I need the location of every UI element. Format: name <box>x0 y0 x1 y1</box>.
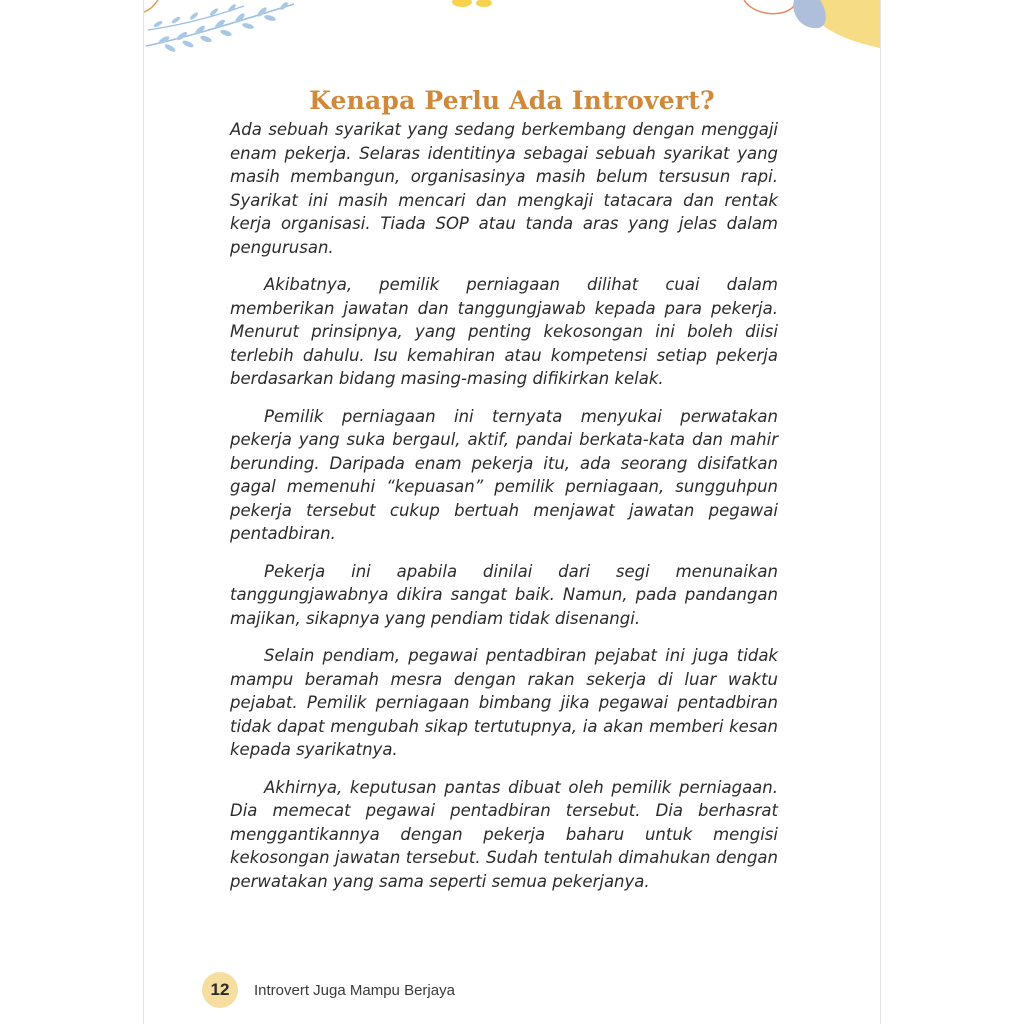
paragraph: Ada sebuah syarikat yang sedang berkembang dengan menggaji enam pekerja. Selaras identitinya sebagai sebuah syarikat yang masih membangun, organisasinya masih belum tersusun rapi. Syarikat ini masih mencari dan mengkaji tatacara dan rentak kerja organisasi. Tiada SOP atau tanda aras yang jelas dalam pengurusan. <box>230 120 778 257</box>
chapter-body <box>230 118 778 907</box>
paragraph: Akibatnya, pemilik perniagaan dilihat cuai dalam memberikan jawatan dan tanggungjawab kepada para pekerja. Menurut prinsipnya, yang penting kekosongan ini boleh diisi terlebih dahulu. Isu kemahiran atau kompetensi setiap pekerja berdasarkan bidang masing-masing difikirkan kelak. <box>230 275 778 388</box>
floral-decoration-icon <box>144 0 304 66</box>
corner-decoration-icon <box>734 0 880 50</box>
book-page <box>144 0 880 1024</box>
chapter-title: Kenapa Perlu Ada Introvert? <box>309 86 715 115</box>
paragraph: Pemilik perniagaan ini ternyata menyukai perwatakan pekerja yang suka bergaul, aktif, pandai berkata-kata dan mahir berunding. Daripada enam pekerja itu, ada seorang disifatkan gagal memenuhi “kepuasan” pemilik perniagaan, sungguhpun pekerja tersebut cukup bertuah menjawat jawatan pegawai pentadbiran. <box>230 406 778 543</box>
page-footer <box>202 972 455 1008</box>
running-footer-title: Introvert Juga Mampu Berjaya <box>254 981 455 999</box>
page-number-badge: 12 <box>202 972 238 1008</box>
paragraph: Selain pendiam, pegawai pentadbiran pejabat ini juga tidak mampu beramah mesra dengan rakan sekerja di luar waktu pejabat. Pemilik perniagaan bimbang jika pegawai pentadbiran tidak dapat mengubah sikap tertutupnya, ia akan memberi kesan kepada syarikatnya. <box>230 646 778 759</box>
paragraph: Pekerja ini apabila dinilai dari segi menunaikan tanggungjawabnya dikira sangat baik. Namun, pada pandangan majikan, sikapnya yang pendiam tidak disenangi. <box>230 561 778 628</box>
yellow-accent-icon <box>448 0 498 10</box>
paragraph: Akhirnya, keputusan pantas dibuat oleh pemilik perniagaan. Dia memecat pegawai pentadbiran tersebut. Dia berhasrat menggantikannya dengan pekerja baharu untuk mengisi kekosongan jawatan tersebut. Sudah tentulah dimahukan dengan perwatakan yang sama seperti semua pekerjanya. <box>230 777 778 891</box>
